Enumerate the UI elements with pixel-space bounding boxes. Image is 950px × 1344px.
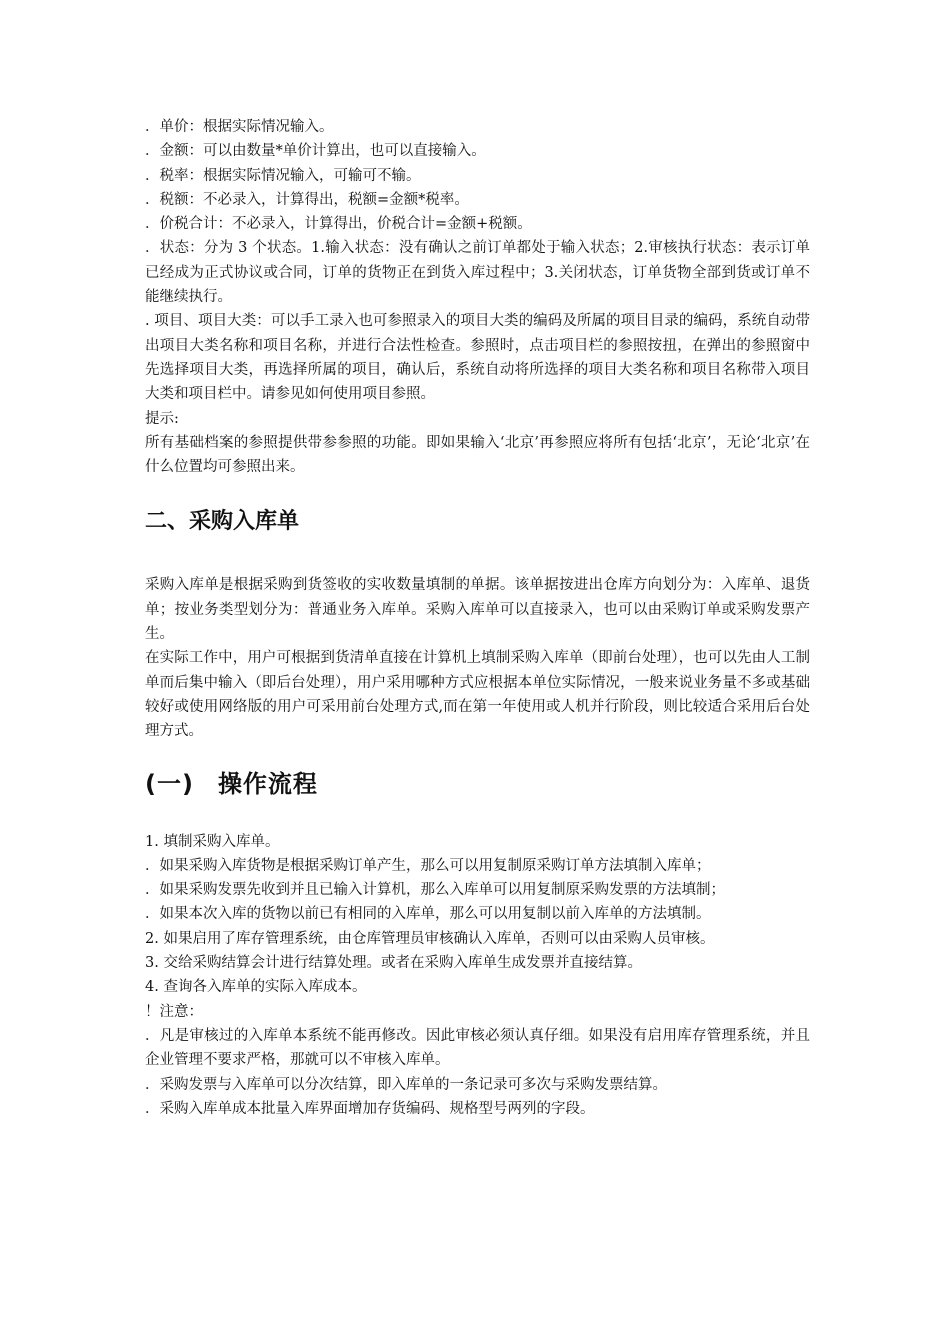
- intro-paragraph: 在实际工作中，用户可根据到货清单直接在计算机上填制采购入库单（即前台处理），也可以先由人工制单而后集中输入（即后台处理），用户采用哪种方式应根据本单位实际情况，一般来说业务量不多或基础较好或使用网络版的用户可采用前台处理方式,而在第一年使用或人机并行阶段，则比较适合采用后台处理方式。: [145, 650, 810, 740]
- section-heading-purchase-receipt: 二、采购入库单: [145, 509, 300, 535]
- note-label: ！注意：: [145, 1003, 203, 1020]
- step-subitem: ．如果采购发票先收到并且已输入计算机，那么入库单可以用复制原采购发票的方法填制；: [145, 882, 725, 899]
- document-page: [145, 115, 810, 1121]
- step-item: 2. 如果启用了库存管理系统，由仓库管理员审核确认入库单，否则可以由采购人员审核。: [145, 930, 715, 947]
- note-item: ．凡是审核过的入库单本系统不能再修改。因此审核必须认真仔细。如果没有启用库存管理系统，并且企业管理不要求严格，那就可以不审核入库单。: [145, 1027, 810, 1069]
- step-item: 3. 交给采购结算会计进行结算处理。或者在采购入库单生成发票并直接结算。: [145, 955, 642, 972]
- field-amount: ．金额：可以由数量*单价计算出，也可以直接输入。: [145, 143, 486, 160]
- field-project: . 项目、项目大类：可以手工录入也可参照录入的项目大类的编码及所属的项目目录的编码，系统自动带出项目大类名称和项目名称，并进行合法性检查。参照时，点击项目栏的参照按扭，在弹出的参照窗中先选择项目大类，再选择所属的项目，确认后，系统自动将所选择的项目大类名称和项目名称带入项目大类和项目栏中。请参见如何使用项目参照。: [145, 313, 810, 403]
- tip-label: 提示:: [145, 410, 179, 427]
- field-tax-amount: ．税额：不必录入，计算得出，税额=金额*税率。: [145, 191, 469, 208]
- subsection-title: 操作流程: [217, 769, 318, 798]
- tip-text: 所有基础档案的参照提供带参参照的功能。即如果输入‘北京’再参照应将所有包括‘北京’，无论‘北京’在什么位置均可参照出来。: [145, 434, 810, 476]
- subsection-number: (一): [145, 769, 194, 798]
- step-subitem: ．如果本次入库的货物以前已有相同的入库单，那么可以用复制以前入库单的方法填制。: [145, 906, 711, 923]
- field-unit-price: ．单价：根据实际情况输入。: [145, 119, 334, 135]
- note-item: ．采购发票与入库单可以分次结算，即入库单的一条记录可多次与采购发票结算。: [145, 1076, 667, 1093]
- subsection-heading-workflow: [145, 768, 810, 800]
- field-description-list: [145, 115, 810, 479]
- field-status: ．状态：分为 3 个状态。1.输入状态：没有确认之前订单都处于输入状态；2.审核执行状态：表示订单已经成为正式协议或合同，订单的货物正在到货入库过程中；3.关闭状态，订单货物全部到货或订单不能继续执行。: [145, 240, 810, 306]
- step-item: 4. 查询各入库单的实际入库成本。: [145, 979, 367, 996]
- step-item: 1. 填制采购入库单。: [145, 833, 280, 850]
- workflow-steps: [145, 830, 810, 1122]
- field-tax-rate: ．税率：根据实际情况输入，可输可不输。: [145, 167, 421, 184]
- step-subitem: ．如果采购入库货物是根据采购订单产生，那么可以用复制原采购订单方法填制入库单；: [145, 857, 711, 874]
- intro-paragraph: 采购入库单是根据采购到货签收的实收数量填制的单据。该单据按进出仓库方向划分为：入库单、退货单；按业务类型划分为：普通业务入库单。采购入库单可以直接录入，也可以由采购订单或采购发票产生。: [145, 577, 810, 643]
- field-total-with-tax: ．价税合计：不必录入，计算得出，价税合计=金额+税额。: [145, 216, 532, 233]
- purchase-receipt-intro: [145, 573, 810, 743]
- note-item: ．采购入库单成本批量入库界面增加存货编码、规格型号两列的字段。: [145, 1100, 595, 1117]
